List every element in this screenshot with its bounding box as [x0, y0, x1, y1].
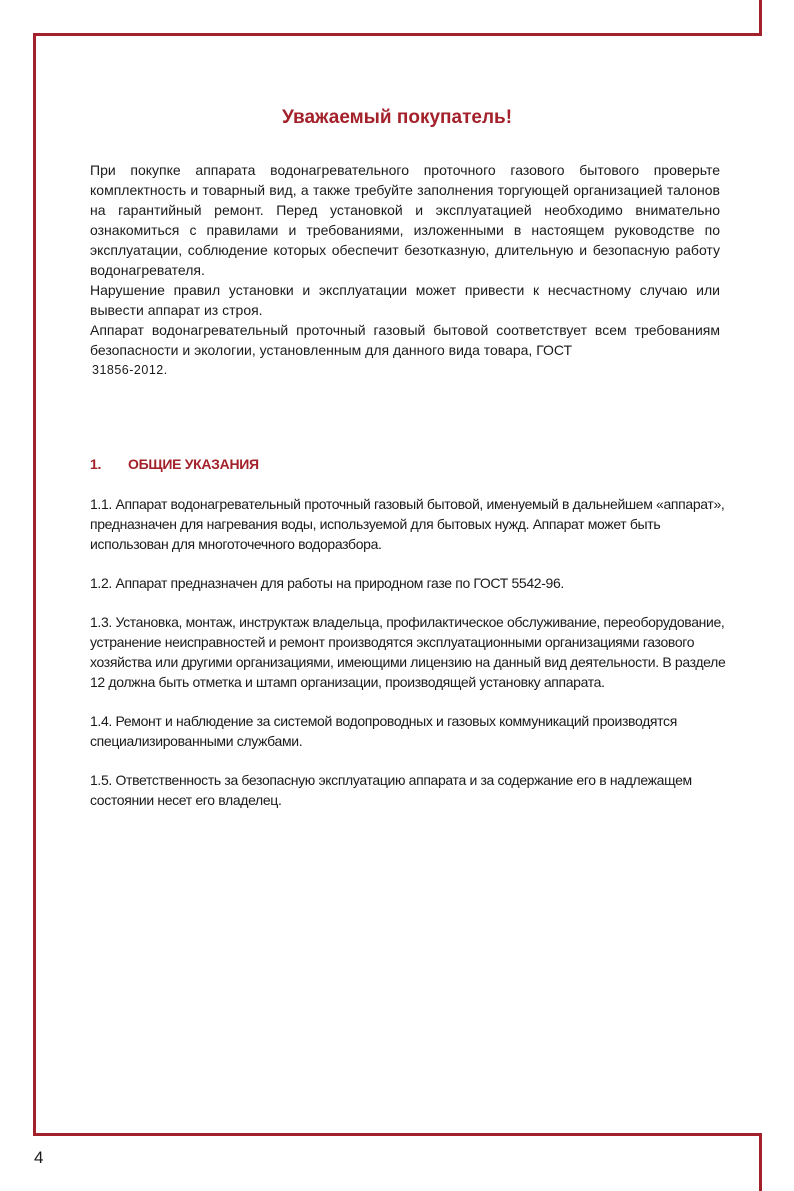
frame-top-border	[33, 33, 762, 36]
intro-paragraph-1: При покупке аппарата водонагревательного проточного газового бытового проверьте комплектность и товарный вид, а также требуйте заполнения торгующей организацией талонов на гарантийный ремонт. Перед установкой и эксплуатацией необходимо внимательно ознакомиться с правилами и требованиями, изложенными в настоящем руководстве по эксплуатации, соблюдение которых обеспечит безотказную, длительную и безопасную работу водонагревателя.	[90, 162, 720, 278]
clause-1-4: 1.4. Ремонт и наблюдение за системой водопроводных и газовых коммуникаций производятся специализированными службами.	[90, 713, 677, 749]
clause-1-1: 1.1. Аппарат водонагревательный проточный газовый бытовой, именуемый в дальнейшем «аппарат», предназначен для нагревания воды, используемой для бытовых нужд. Аппарат может быть использован для многоточечного водоразбора.	[90, 496, 725, 552]
page-title: Уважаемый покупатель!	[281, 107, 513, 128]
intro-paragraph-2: Нарушение правил установки и эксплуатации может привести к несчастному случаю или вывести аппарат из строя.	[90, 282, 720, 318]
intro-paragraph-3	[90, 320, 720, 380]
clause-1-3: 1.3. Установка, монтаж, инструктаж владельца, профилактическое обслуживание, переоборудование, устранение неисправностей и ремонт производятся эксплуатационными организациями газового хозяйства или другими организациями, имеющими лицензию на данный вид деятельности. В разделе 12 должна быть отметка и штамп организации, производящей установку аппарата.	[90, 614, 726, 690]
frame-left-border	[33, 33, 36, 1136]
frame-top-right-border	[759, 0, 762, 36]
section-body	[90, 494, 730, 829]
section-number: 1.	[90, 456, 102, 472]
clause-1-2: 1.2. Аппарат предназначен для работы на природном газе по ГОСТ 5542-96.	[90, 575, 564, 591]
section-heading	[90, 456, 259, 472]
section-title-text: ОБЩИЕ УКАЗАНИЯ	[128, 456, 259, 472]
gost-number: 31856-2012.	[92, 363, 168, 377]
intro-paragraph-3-text: Аппарат водонагревательный проточный газовый бытовой соответствует всем требованиям безопасности и экологии, установленным для данного вида товара, ГОСТ	[90, 322, 720, 358]
clause-1-5: 1.5. Ответственность за безопасную эксплуатацию аппарата и за содержание его в надлежащем состоянии несет его владелец.	[90, 772, 692, 808]
frame-bottom-right-border	[759, 1133, 762, 1191]
page-number: 4	[34, 1148, 44, 1167]
frame-bottom-border	[33, 1133, 762, 1136]
intro-block	[90, 160, 720, 380]
